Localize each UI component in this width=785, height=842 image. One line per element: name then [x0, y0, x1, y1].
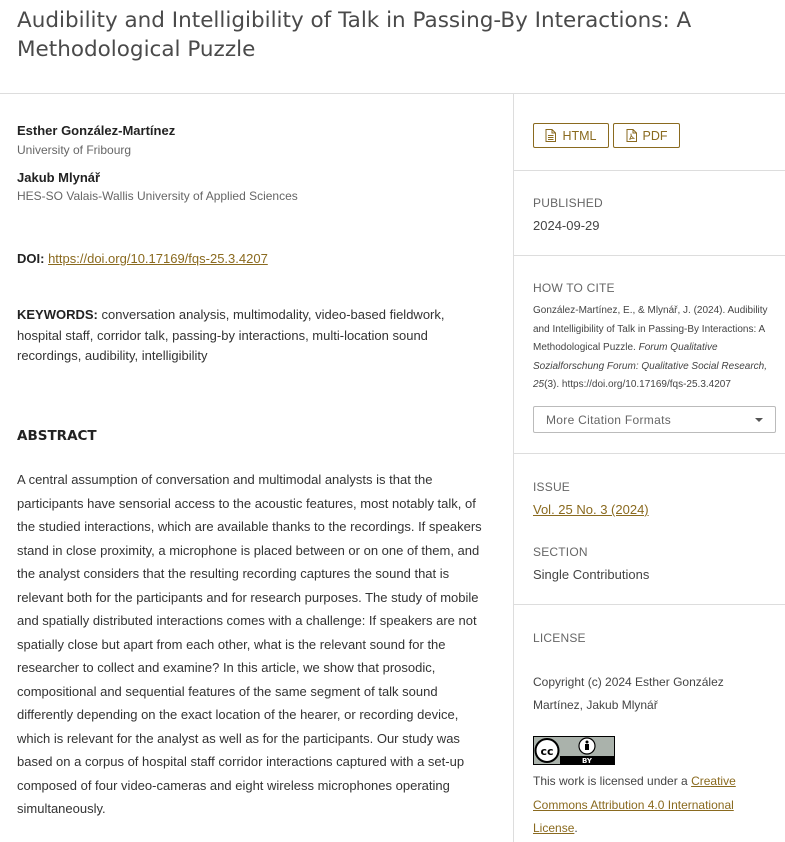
cc-symbol-text: cc: [540, 745, 554, 758]
license-label: LICENSE: [533, 631, 586, 645]
header-divider: [0, 93, 785, 94]
citation-formats-dropdown[interactable]: [533, 406, 776, 433]
how-to-cite-label: HOW TO CITE: [533, 281, 615, 295]
keywords-text: conversation analysis, multimodality, video-based fieldwork, hospital staff, corridor talk, passing-by interactions, multi-location sound recordings, audibility, intelligibility: [17, 307, 445, 363]
citation-text: [533, 302, 773, 395]
file-pdf-icon: [626, 129, 637, 142]
sidebar-divider: [514, 604, 785, 605]
abstract-heading: ABSTRACT: [17, 428, 97, 444]
pdf-galley-button[interactable]: [613, 123, 680, 148]
html-galley-label: HTML: [562, 128, 597, 143]
caret-down-icon: [755, 418, 763, 422]
citation-part2: (3). https://doi.org/10.17169/fqs-25.3.4207: [544, 379, 731, 391]
citation-journal: Forum Qualitative Sozialforschung Forum: Qualitative Social Research, 25: [533, 342, 767, 391]
doi-link[interactable]: https://doi.org/10.17169/fqs-25.3.4207: [48, 251, 268, 266]
section-label: SECTION: [533, 545, 588, 559]
author-name: Esther González-Martínez: [17, 123, 176, 138]
issue-label: ISSUE: [533, 480, 571, 494]
article-title: Audibility and Intelligibility of Talk in Passing-By Interactions: A Methodological Puzzle: [17, 8, 692, 62]
sidebar-divider: [514, 453, 785, 454]
html-galley-button[interactable]: [533, 123, 609, 148]
author-name: Jakub Mlynář: [17, 170, 101, 185]
abstract-text: A central assumption of conversation and multimodal analysts is that the participants have sensorial access to the acoustic features, most notably talk, of the studied interactions, which are available thanks to the recordings. If speakers stand in close proximity, a microphone is placed between or on one of them, and the analyst considers that the resulting recording captures the sound that is relevant both for the participants and for research purposes. The study of mobile and spatially distributed interactions comes with a challenge: If speakers are not spatially close but apart from each other, what is the relevant sound for the researcher to collect and examine? In this article, we show that prosodic, compositional and sequential features of the same segment of talk sound differently depending on the exact location of the hearer, or recording device, which is relevant for the analyst as well as for the participants. Our study was based on a corpus of hospital staff corridor interactions captured with a set-up composed of four video-cameras and eight wireless microphones operating simultaneously.: [17, 472, 482, 816]
sidebar-divider: [514, 170, 785, 171]
doi: [17, 251, 268, 266]
license-text-after: .: [574, 821, 578, 835]
column-divider: [513, 94, 514, 842]
by-symbol-text: BY: [581, 757, 593, 765]
issue-link[interactable]: Vol. 25 No. 3 (2024): [533, 502, 649, 517]
copyright-text: Copyright (c) 2024 Esther González Martínez, Jakub Mlynář: [533, 675, 724, 712]
sidebar-divider: [514, 255, 785, 256]
citation-formats-label: More Citation Formats: [546, 412, 671, 427]
cc-by-icon: [533, 736, 615, 765]
license-text: [533, 770, 758, 841]
license-link[interactable]: Creative Commons Attribution 4.0 International License: [533, 774, 736, 835]
file-text-icon: [545, 129, 556, 142]
keywords-label: KEYWORDS:: [17, 307, 98, 322]
doi-label: DOI:: [17, 251, 45, 266]
section-value: Single Contributions: [533, 567, 650, 582]
pdf-galley-label: PDF: [642, 128, 668, 143]
author-affiliation: HES-SO Valais-Wallis University of Applied Sciences: [17, 189, 298, 203]
citation-part1: González-Martínez, E., & Mlynář, J. (2024). Audibility and Intelligibility of Talk in Passing-By Interactions: A Methodological Puzzle.: [533, 305, 768, 354]
published-date: 2024-09-29: [533, 218, 600, 233]
published-label: PUBLISHED: [533, 196, 603, 210]
author-affiliation: University of Fribourg: [17, 143, 132, 157]
keywords: [17, 305, 467, 367]
license-text-before: This work is licensed under a: [533, 774, 692, 788]
cc-by-license-badge[interactable]: [533, 736, 615, 765]
